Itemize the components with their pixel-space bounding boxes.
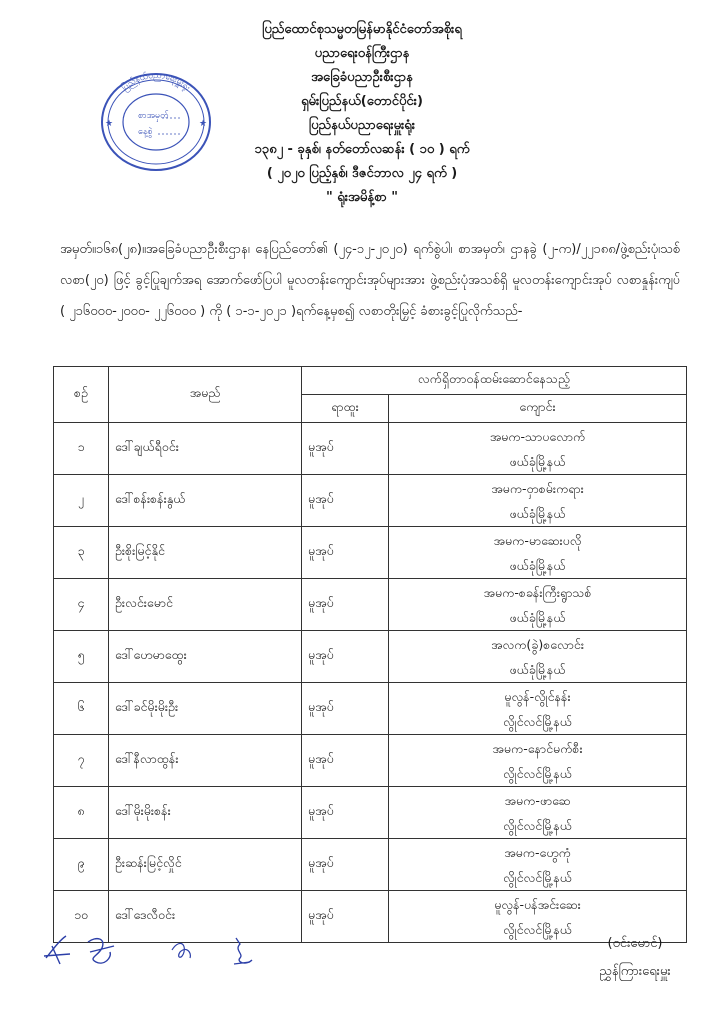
row-township: ဖယ်ခုံမြို့နယ် <box>509 505 566 521</box>
seal-line-2: နေ့စွဲ <box>138 127 153 137</box>
svg-text:★: ★ <box>105 119 114 129</box>
order-paragraph: အမှတ်။၁၆၈(၂၈)။အခြေခံပညာဦးစီးဌာန၊ နေပြည်တော်၏ (၂၄-၁၂-၂၀၂၀) ရက်စွဲပါ၊ စာအမှတ်၊ ဌာနခွဲ (၂-က)/၂၂၁၈၈/ဖွဲ့စည်းပုံ၊သစ်လစာ(၂၀) ဖြင့် ခွင့်ပြုချက်အရ အောက်ဖော်ပြပါ မူလတန်းကျောင်းအုပ်များအား ဖွဲ့စည်းပုံအသစ်ရှိ မူလတန်းကျောင်းအုပ် လစာနှုန်းကျပ် ( ၂၁၆၀၀၀-၂၀၀၀- ၂၂၆၀၀၀ ) ကို ( ၁-၁-၂၀၂၁ )ရက်နေ့မှစ၍ လစာတိုးမြှင့် ခံစားခွင့်ပြုလိုက်သည်- <box>60 242 680 319</box>
row-name: ဦးစိုးမြင့်နိုင် <box>109 527 302 579</box>
row-township: လွိုင်လင်မြို့နယ် <box>503 817 572 833</box>
row-school <box>389 787 687 839</box>
row-school-name: အမက-ဖာဆေ <box>504 792 571 808</box>
row-number: ၅ <box>54 631 109 683</box>
row-township: ဖယ်ခုံမြို့နယ် <box>509 453 566 469</box>
row-position: မူအုပ် <box>302 631 389 683</box>
row-school-name: အမက-နောင်မက်စီး <box>492 740 583 756</box>
row-school <box>389 475 687 527</box>
row-school-name: အမက-သာပလောက် <box>489 428 586 444</box>
row-school <box>389 631 687 683</box>
header-school: ကျောင်း <box>389 395 687 423</box>
row-school <box>389 735 687 787</box>
table-row <box>54 787 687 839</box>
row-township: လွိုင်လင်မြို့နယ် <box>503 869 572 885</box>
header-position: ရာထူး <box>302 395 389 423</box>
header-date-gregorian: ( ၂၀၂၀ ပြည့်နှစ်၊ ဒီဇင်ဘာလ ၂၄ ရက် ) <box>266 166 458 181</box>
row-school <box>389 423 687 475</box>
row-position: မူအုပ် <box>302 839 389 891</box>
header-office: ပြည်နယ်ပညာရေးမှူးရုံး <box>308 118 416 133</box>
row-number: ၆ <box>54 683 109 735</box>
header-region: ရှမ်းပြည်နယ်(တောင်ပိုင်း) <box>301 94 423 109</box>
table-row <box>54 631 687 683</box>
handwritten-signatures <box>40 928 280 978</box>
row-position: မူအုပ် <box>302 787 389 839</box>
row-township: လွိုင်လင်မြို့နယ် <box>503 713 572 729</box>
row-name: ဦးဆန်းမြင့်လှိုင် <box>109 839 302 891</box>
row-name: ဒေါ်စန်းစန်းနွယ် <box>109 475 302 527</box>
signer-title: ညွှန်ကြားရေးမှူး <box>599 964 671 979</box>
table-row <box>54 527 687 579</box>
row-name: ဒေါ်နီလာထွန်း <box>109 735 302 787</box>
header-name: အမည် <box>109 367 302 423</box>
table-row <box>54 475 687 527</box>
row-township: လွိုင်လင်မြို့နယ် <box>503 765 572 781</box>
table-row <box>54 683 687 735</box>
row-school-name: အမက-စခန်းကြီးရွာသစ် <box>483 584 592 600</box>
row-position: မူအုပ် <box>302 527 389 579</box>
table-row <box>54 735 687 787</box>
row-school <box>389 579 687 631</box>
header-government: ပြည်ထောင်စုသမ္မတမြန်မာနိုင်ငံတော်အစိုးရ <box>262 22 462 37</box>
row-position: မူအုပ် <box>302 579 389 631</box>
row-school-name: အမက-ဟွေကုံ <box>504 844 571 860</box>
row-school-name: မူလွန်-လွိုင်နန်း <box>504 688 571 704</box>
row-township: ဖယ်ခုံမြို့နယ် <box>509 557 566 573</box>
row-number: ၂ <box>54 475 109 527</box>
row-school <box>389 683 687 735</box>
row-township: ဖယ်ခုံမြို့နယ် <box>509 661 566 677</box>
row-school-name: အမက-ဝှာစမ်းကရား <box>491 480 584 496</box>
row-position: မူအုပ် <box>302 683 389 735</box>
row-position: မူအုပ် <box>302 475 389 527</box>
table-row <box>54 579 687 631</box>
row-number: ၃ <box>54 527 109 579</box>
row-school-name: မူလွန်-ပန်အင်းဆေး <box>494 896 581 912</box>
staff-table <box>53 366 687 943</box>
row-number: ၈ <box>54 787 109 839</box>
table-row <box>54 839 687 891</box>
row-name: ဒေါ်မိုးမိုးစန်း <box>109 787 302 839</box>
row-name: ဒေါ်ဒေလီဝင်း <box>109 891 302 943</box>
row-position: မူအုပ် <box>302 423 389 475</box>
row-number: ၁၀ <box>54 891 109 943</box>
row-name: ဒေါ်ခင်မိုးမိုးဦး <box>109 683 302 735</box>
row-township: ဖယ်ခုံမြို့နယ် <box>509 609 566 625</box>
svg-text:★: ★ <box>199 119 208 129</box>
row-name: ဦးလင်းမောင် <box>109 579 302 631</box>
row-township: လွိုင်လင်မြို့နယ် <box>503 921 572 937</box>
document-header <box>0 18 724 210</box>
row-number: ၄ <box>54 579 109 631</box>
signer-name: (ဝင်းမောင်) <box>607 936 663 951</box>
row-name: ဒေါ်ချယ်ရီဝင်း <box>109 423 302 475</box>
row-school-name: အမက-မာဆေးပလို <box>493 532 582 548</box>
table-row <box>54 423 687 475</box>
document-type-title: " ရုံးအမိန့်စာ " <box>325 190 399 205</box>
row-school-name: အလက(ခွဲ)စလောင်း <box>491 636 584 652</box>
header-date-myanmar: ၁၃၈၂ - ခုနှစ်၊ နတ်တော်လဆန်း ( ၁၀ ) ရက် <box>254 142 470 157</box>
row-number: ၇ <box>54 735 109 787</box>
row-school <box>389 527 687 579</box>
header-ministry: ပညာရေးဝန်ကြီးဌာန <box>314 46 410 61</box>
seal-line-1: စာအမှတ် <box>138 111 169 121</box>
header-department: အခြေခံပညာဦးစီးဌာန <box>311 70 413 85</box>
row-school <box>389 839 687 891</box>
row-name: ဒေါ်ဟေမာထွေး <box>109 631 302 683</box>
row-number: ၁ <box>54 423 109 475</box>
row-position: မူအုပ် <box>302 735 389 787</box>
header-no: စဉ် <box>54 367 109 423</box>
row-number: ၉ <box>54 839 109 891</box>
signature-block <box>560 930 710 986</box>
row-position: မူအုပ် <box>302 891 389 943</box>
header-current-post: လက်ရှိတာဝန်ထမ်းဆောင်နေသည့် <box>302 367 687 395</box>
seal-ring-text: ပြည်နယ်ပညာရေးမှူးရုံး <box>120 70 192 94</box>
